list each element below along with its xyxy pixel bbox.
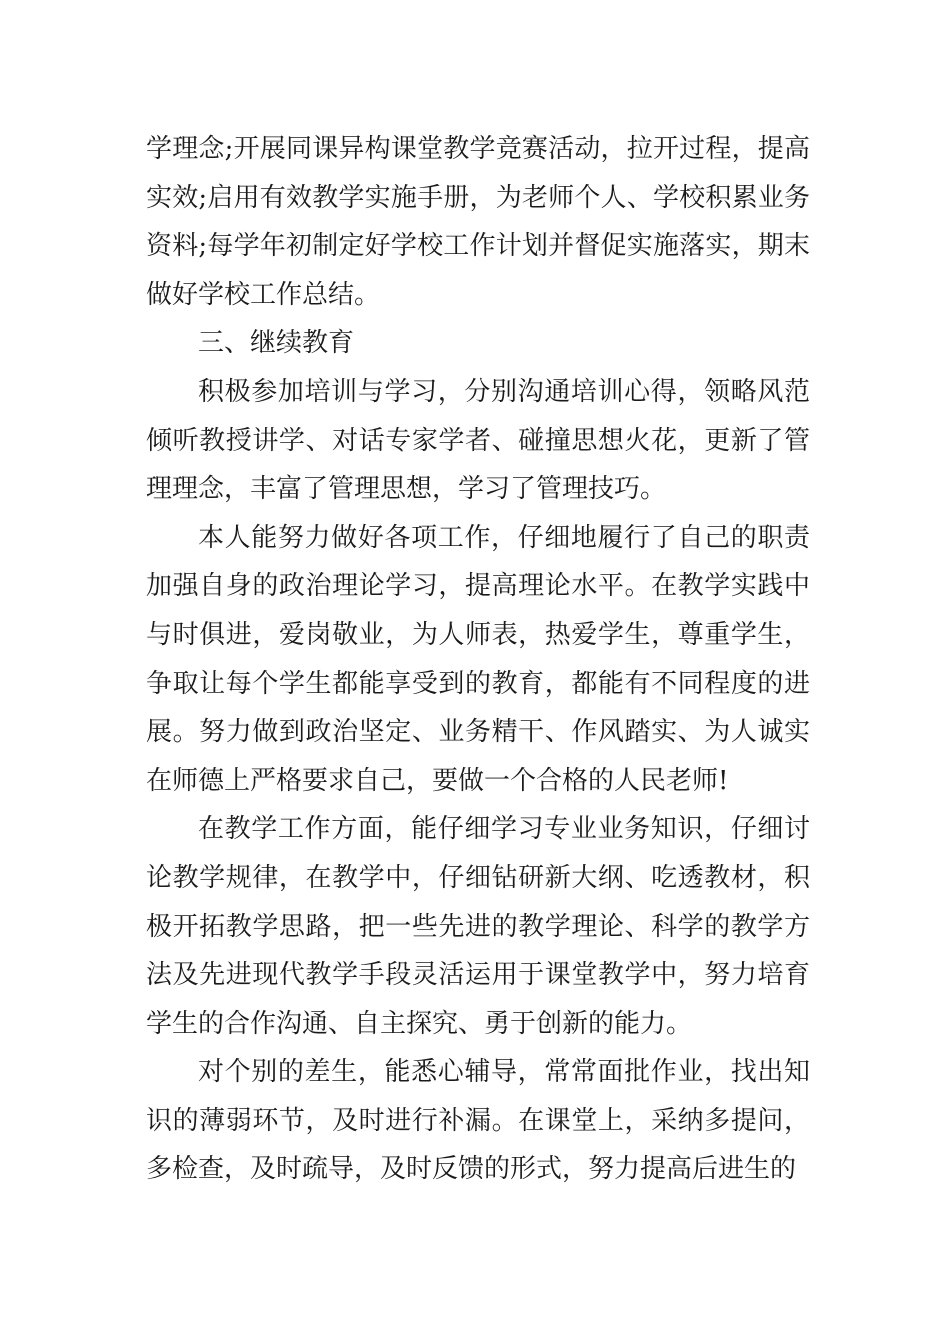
paragraph-teaching-work: 在教学工作方面，能仔细学习专业业务知识，仔细讨论教学规律，在教学中，仔细钻研新大纲、吃透教材，积极开拓教学思路，把一些先进的教学理论、科学的教学方法及先进现代教学手段灵活运用于课堂教学中，努力培育学生的合作沟通、自主探究、勇于创新的能力。 xyxy=(146,814,810,1039)
paragraph-training: 积极参加培训与学习，分别沟通培训心得，领略风范倾听教授讲学、对话专家学者、碰撞思想火花，更新了管理理念，丰富了管理思想，学习了管理技巧。 xyxy=(146,376,810,505)
paragraph-tutoring: 对个别的差生，能悉心辅导，常常面批作业，找出知识的薄弱环节，及时进行补漏。在课堂上，采纳多提问，多检查，及时疏导，及时反馈的形式，努力提高后进生的 xyxy=(146,1057,810,1185)
paragraph-duties: 本人能努力做好各项工作，仔细地履行了自己的职责加强自身的政治理论学习，提高理论水平。在教学实践中与时俱进，爱岗敬业，为人师表，热爱学生，尊重学生，争取让每个学生都能享受到的教育，都能有不同程度的进展。努力做到政治坚定、业务精干、作风踏实、为人诚实在师德上严格要求自己，要做一个合格的人民老师! xyxy=(146,522,810,796)
section-heading-continuing-education: 三、继续教育 xyxy=(198,328,355,359)
paragraph-continuation: 学理念;开展同课异构课堂教学竞赛活动，拉开过程，提高实效;启用有效教学实施手册，为老师个人、学校积累业务资料;每学年初制定好学校工作计划并督促实施落实，期末做好学校工作总结。 xyxy=(146,134,810,310)
document-page xyxy=(146,125,810,1194)
